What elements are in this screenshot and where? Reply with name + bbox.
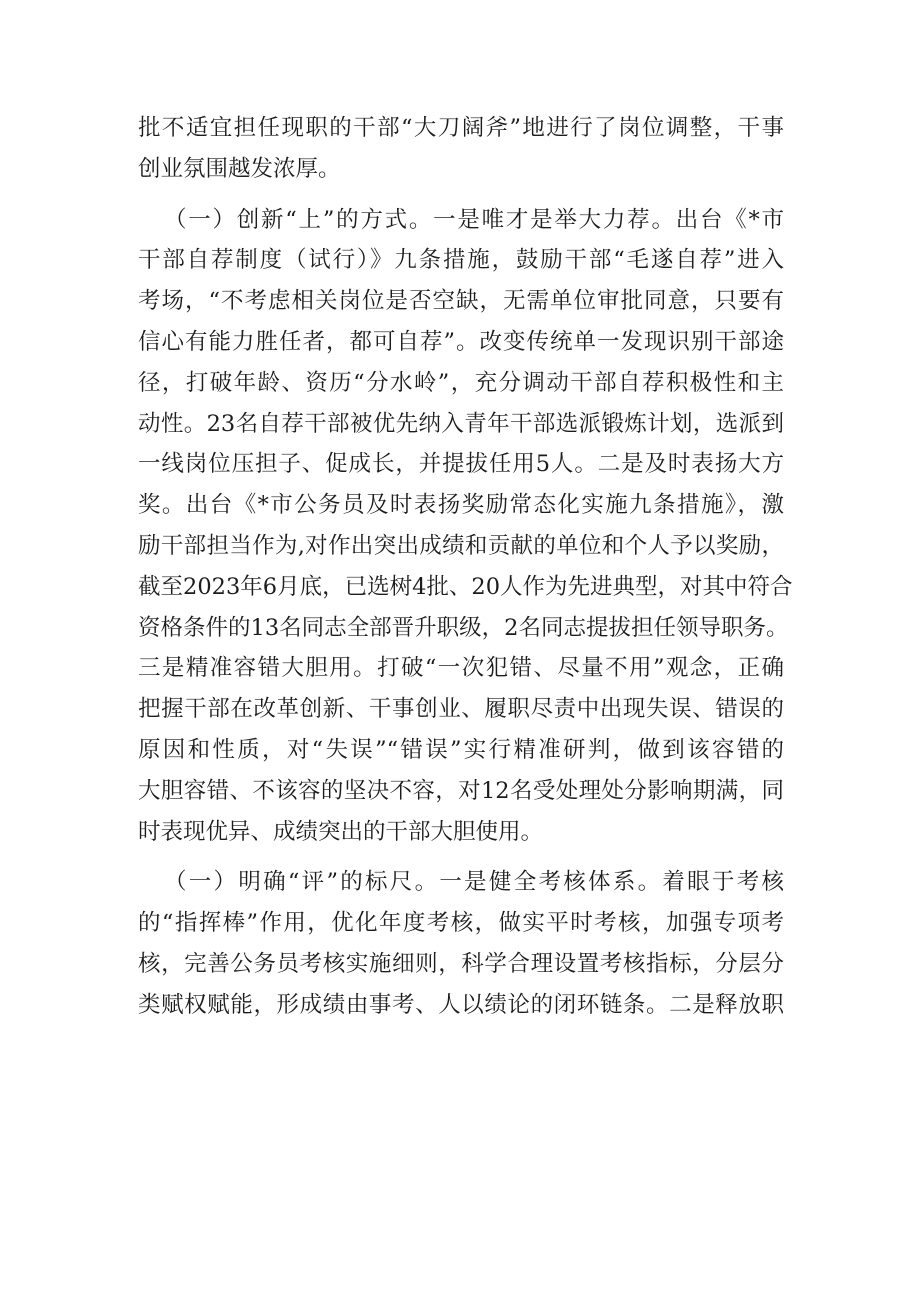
text-line: 动性。23名自荐干部被优先纳入青年干部选派锻炼计划，选派到 [138,410,784,437]
text-line: 干部自荐制度（试行）》九条措施，鼓励干部“毛遂自荐”进入 [138,247,784,274]
paragraph-gap [138,190,784,200]
paragraph-2 [138,200,793,853]
text-line: 大胆容错、不该容的坚决不容，对12名受处理处分影响期满，同 [138,777,784,804]
text-line: 批不适宜担任现职的干部“大刀阔斧”地进行了岗位调整，干事 [138,115,784,141]
text-line: 一线岗位压担子、促成长，并提拔任用5人。二是及时表扬大方 [138,451,784,478]
text-line: 截至2023年6月底，已选树4批、20人作为先进典型，对其中符合 [138,573,793,600]
text-line: （一）明确“评”的标尺。一是健全考核体系。着眼于考核 [164,869,784,896]
text-line: 时表现优异、成绩突出的干部大胆使用。 [138,818,544,845]
text-line: 奖。出台《*市公务员及时表扬奖励常态化实施九条措施》，激 [138,492,784,519]
text-line: 励干部担当作为,对作出突出成绩和贡献的单位和个人予以奖励， [138,532,784,559]
text-line: 资格条件的13名同志全部晋升职级，2名同志提拔担任领导职务。 [138,614,789,641]
text-line: 三是精准容错大胆用。打破“一次犯错、尽量不用”观念，正确 [138,655,784,682]
text-line: 径，打破年龄、资历“分水岭”，充分调动干部自荐积极性和主 [138,369,784,396]
paragraph-3 [138,862,784,1025]
text-line: 原因和性质，对“失误”“错误”实行精准研判，做到该容错的 [138,736,784,763]
text-line: 类赋权赋能，形成绩由事考、人以绩论的闭环链条。二是释放职 [138,991,784,1018]
text-line: 考场，“不考虑相关岗位是否空缺，无需单位审批同意，只要有 [138,288,784,315]
text-line: 的“指挥棒”作用，优化年度考核，做实平时考核，加强专项考 [138,910,784,937]
text-line: 核，完善公务员考核实施细则，科学合理设置考核指标，分层分 [138,950,784,977]
text-line: 创业氛围越发浓厚。 [138,155,341,182]
text-line: （一）创新“上”的方式。一是唯才是举大力荐。出台《*市 [164,206,784,233]
paragraph-gap [138,852,784,862]
document-body [138,108,793,1026]
paragraph-1 [138,108,784,190]
text-line: 信心有能力胜任者，都可自荐”。改变传统单一发现识别干部途 [138,328,784,355]
text-line: 把握干部在改革创新、干事创业、履职尽责中出现失误、错误的 [138,696,784,723]
